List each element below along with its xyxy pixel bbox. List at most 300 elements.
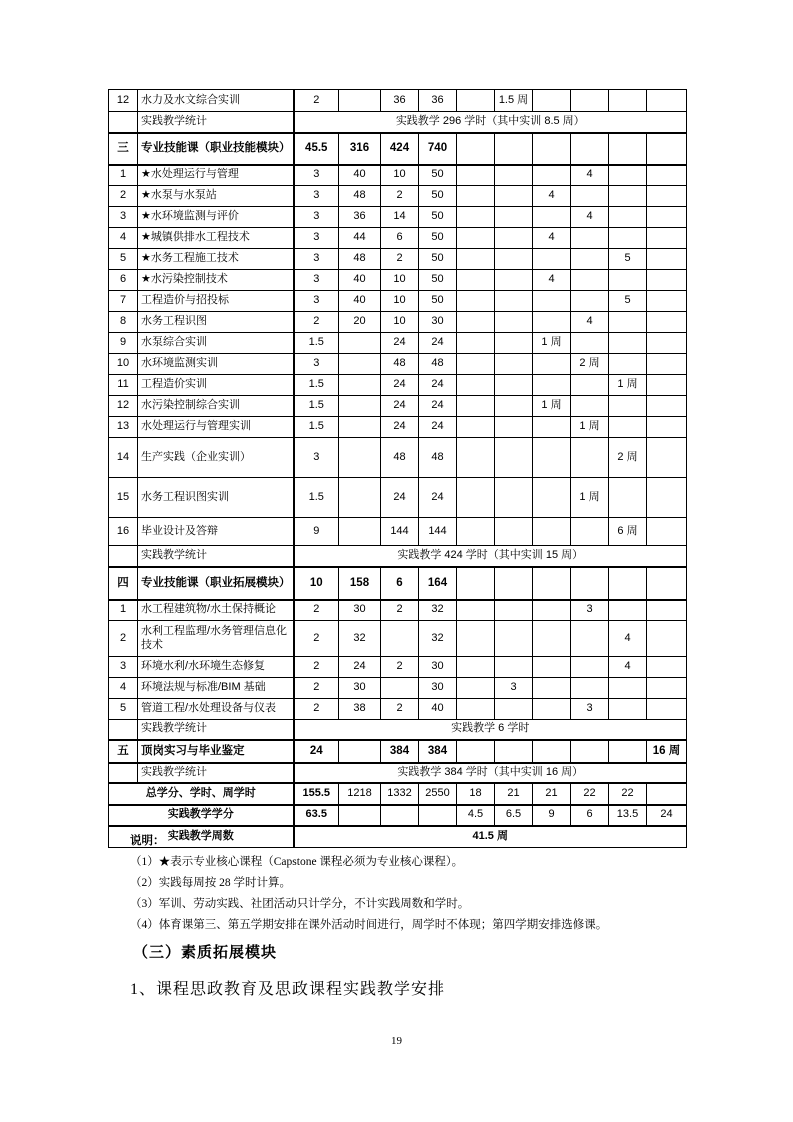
semester-6-cell: [647, 678, 687, 699]
semester-1-cell: [457, 354, 495, 375]
total-hours-cell: 24: [419, 375, 457, 396]
semester-5-cell: [609, 133, 647, 165]
semester-3-cell: 1 周: [533, 396, 571, 417]
credit-cell: 3: [294, 186, 339, 207]
semester-3-cell: 4: [533, 186, 571, 207]
semester-1-cell: [457, 417, 495, 438]
credit-cell: 1.5: [294, 417, 339, 438]
semester-1-cell: 4.5: [457, 805, 495, 826]
table-row: [109, 567, 687, 600]
course-name-cell: 水力及水文综合实训: [138, 90, 294, 112]
total-hours-cell: 50: [419, 291, 457, 312]
table-row: [109, 375, 687, 396]
semester-5-cell: [609, 354, 647, 375]
row-number-cell: 4: [109, 228, 138, 249]
total-hours-cell: 144: [419, 518, 457, 546]
total-hours-cell: 30: [419, 312, 457, 333]
practice-hours-cell: 2: [381, 699, 419, 720]
row-number-cell: 7: [109, 291, 138, 312]
total-hours-cell: 50: [419, 228, 457, 249]
summary-label-cell: 实践教学学分: [109, 805, 294, 826]
theory-hours-cell: [339, 375, 381, 396]
semester-5-cell: 5: [609, 291, 647, 312]
row-number-cell: 15: [109, 478, 138, 518]
semester-4-cell: [571, 270, 609, 291]
semester-6-cell: [647, 657, 687, 678]
table-row: [109, 112, 687, 133]
credit-cell: 3: [294, 270, 339, 291]
semester-2-cell: 1.5 周: [495, 90, 533, 112]
notes-title: 说明：: [130, 835, 165, 847]
practice-hours-cell: 384: [381, 740, 419, 763]
course-name-cell: 环境法规与标准/BIM 基础: [138, 678, 294, 699]
semester-6-cell: [647, 186, 687, 207]
semester-6-cell: [647, 333, 687, 354]
summary-label-cell: 实践教学周数: [109, 826, 294, 848]
semester-1-cell: [457, 312, 495, 333]
semester-3-cell: [533, 600, 571, 621]
semester-2-cell: [495, 291, 533, 312]
total-hours-cell: 24: [419, 396, 457, 417]
semester-3-cell: [533, 438, 571, 478]
semester-5-cell: [609, 478, 647, 518]
table-row: [109, 249, 687, 270]
semester-1-cell: [457, 270, 495, 291]
table-row: [109, 354, 687, 375]
row-number-cell: 3: [109, 207, 138, 228]
semester-2-cell: [495, 165, 533, 186]
semester-2-cell: [495, 133, 533, 165]
practice-hours-cell: [381, 621, 419, 657]
semester-2-cell: [495, 228, 533, 249]
practice-hours-cell: 36: [381, 90, 419, 112]
table-row: [109, 600, 687, 621]
semester-2-cell: [495, 518, 533, 546]
semester-3-cell: [533, 133, 571, 165]
semester-4-cell: 4: [571, 312, 609, 333]
note-line-1: （1）★表示专业核心课程（Capstone 课程必须为专业核心课程）。: [130, 856, 464, 868]
semester-3-cell: 4: [533, 228, 571, 249]
practice-hours-cell: 2: [381, 600, 419, 621]
semester-6-cell: [647, 249, 687, 270]
course-name-cell: 水环境监测实训: [138, 354, 294, 375]
row-number-cell: 3: [109, 657, 138, 678]
semester-5-cell: [609, 312, 647, 333]
semester-4-cell: 3: [571, 699, 609, 720]
stat-text-cell: 实践教学 384 学时（其中实训 16 周）: [294, 763, 687, 783]
semester-1-cell: [457, 740, 495, 763]
semester-1-cell: [457, 657, 495, 678]
semester-4-cell: 22: [571, 783, 609, 805]
credit-cell: 1.5: [294, 478, 339, 518]
semester-6-cell: [647, 621, 687, 657]
semester-1-cell: [457, 478, 495, 518]
semester-4-cell: [571, 186, 609, 207]
credit-cell: 2: [294, 621, 339, 657]
practice-hours-cell: 48: [381, 354, 419, 375]
practice-hours-cell: 24: [381, 375, 419, 396]
theory-hours-cell: 40: [339, 270, 381, 291]
total-hours-cell: 32: [419, 600, 457, 621]
total-hours-cell: 30: [419, 678, 457, 699]
theory-hours-cell: [339, 417, 381, 438]
theory-hours-cell: 48: [339, 186, 381, 207]
semester-6-cell: [647, 133, 687, 165]
course-name-cell: 顶岗实习与毕业鉴定: [138, 740, 294, 763]
semester-6-cell: [647, 291, 687, 312]
theory-hours-cell: [339, 518, 381, 546]
total-hours-cell: 48: [419, 438, 457, 478]
semester-4-cell: 4: [571, 207, 609, 228]
total-hours-cell: 24: [419, 417, 457, 438]
practice-hours-cell: 2: [381, 249, 419, 270]
credit-cell: 3: [294, 228, 339, 249]
semester-5-cell: [609, 207, 647, 228]
practice-hours-cell: 1332: [381, 783, 419, 805]
semester-4-cell: [571, 621, 609, 657]
semester-5-cell: 22: [609, 783, 647, 805]
theory-hours-cell: [339, 333, 381, 354]
course-name-cell: 水务工程识图实训: [138, 478, 294, 518]
total-hours-cell: 2550: [419, 783, 457, 805]
theory-hours-cell: 40: [339, 291, 381, 312]
theory-hours-cell: [339, 478, 381, 518]
semester-6-cell: [647, 478, 687, 518]
note-line-2: （2）实践每周按 28 学时计算。: [130, 877, 291, 889]
note-line-3: （3）军训、劳动实践、社团活动只计学分，不计实践周数和学时。: [130, 898, 470, 910]
semester-4-cell: [571, 90, 609, 112]
semester-5-cell: [609, 186, 647, 207]
row-number-cell: [109, 112, 138, 133]
credit-cell: 3: [294, 438, 339, 478]
row-number-cell: 12: [109, 90, 138, 112]
row-number-cell: [109, 763, 138, 783]
course-name-cell: ★水污染控制技术: [138, 270, 294, 291]
course-name-cell: 水工程建筑物/水土保持概论: [138, 600, 294, 621]
practice-hours-cell: 424: [381, 133, 419, 165]
table-row: [109, 783, 687, 805]
stat-text-cell: 实践教学 296 学时（其中实训 8.5 周）: [294, 112, 687, 133]
row-number-cell: 2: [109, 621, 138, 657]
semester-5-cell: [609, 228, 647, 249]
semester-5-cell: 6 周: [609, 518, 647, 546]
semester-4-cell: [571, 396, 609, 417]
notes-block: [130, 831, 690, 936]
credit-cell: 2: [294, 90, 339, 112]
table-row: [109, 438, 687, 478]
row-number-cell: 1: [109, 600, 138, 621]
row-number-cell: 5: [109, 699, 138, 720]
semester-1-cell: [457, 518, 495, 546]
theory-hours-cell: 30: [339, 600, 381, 621]
theory-hours-cell: 1218: [339, 783, 381, 805]
semester-6-cell: [647, 396, 687, 417]
stat-label-cell: 实践教学统计: [138, 546, 294, 567]
stat-label-cell: 实践教学统计: [138, 763, 294, 783]
semester-3-cell: [533, 621, 571, 657]
theory-hours-cell: [339, 740, 381, 763]
semester-3-cell: [533, 291, 571, 312]
table-row: [109, 740, 687, 763]
course-name-cell: 水处理运行与管理实训: [138, 417, 294, 438]
semester-4-cell: 1 周: [571, 417, 609, 438]
semester-3-cell: [533, 207, 571, 228]
semester-1-cell: [457, 567, 495, 600]
credit-cell: 2: [294, 657, 339, 678]
row-number-cell: 1: [109, 165, 138, 186]
semester-4-cell: [571, 333, 609, 354]
theory-hours-cell: 44: [339, 228, 381, 249]
practice-hours-cell: 2: [381, 186, 419, 207]
course-name-cell: 生产实践（企业实训）: [138, 438, 294, 478]
curriculum-table: [108, 89, 687, 848]
semester-4-cell: [571, 567, 609, 600]
stat-label-cell: 实践教学统计: [138, 720, 294, 740]
theory-hours-cell: 24: [339, 657, 381, 678]
semester-6-cell: [647, 312, 687, 333]
credit-cell: 2: [294, 699, 339, 720]
table-row: [109, 478, 687, 518]
course-name-cell: 水污染控制综合实训: [138, 396, 294, 417]
total-hours-cell: 48: [419, 354, 457, 375]
section-heading: （三）素质拓展模块: [133, 945, 278, 961]
row-number-cell: 11: [109, 375, 138, 396]
credit-cell: 3: [294, 207, 339, 228]
semester-6-cell: [647, 438, 687, 478]
semester-6-cell: [647, 567, 687, 600]
credit-cell: 3: [294, 291, 339, 312]
total-hours-cell: 30: [419, 657, 457, 678]
credit-cell: 155.5: [294, 783, 339, 805]
semester-3-cell: [533, 417, 571, 438]
total-hours-cell: 50: [419, 186, 457, 207]
semester-3-cell: [533, 165, 571, 186]
semester-3-cell: [533, 354, 571, 375]
credit-cell: 2: [294, 600, 339, 621]
semester-5-cell: [609, 678, 647, 699]
semester-5-cell: 5: [609, 249, 647, 270]
semester-1-cell: [457, 207, 495, 228]
semester-2-cell: [495, 621, 533, 657]
semester-5-cell: 4: [609, 657, 647, 678]
practice-hours-cell: [381, 805, 419, 826]
semester-3-cell: [533, 478, 571, 518]
semester-1-cell: [457, 90, 495, 112]
semester-2-cell: [495, 249, 533, 270]
total-hours-cell: 50: [419, 270, 457, 291]
table-row: [109, 417, 687, 438]
credit-cell: 3: [294, 165, 339, 186]
credit-cell: 1.5: [294, 375, 339, 396]
table-row: [109, 270, 687, 291]
total-hours-cell: 24: [419, 333, 457, 354]
semester-4-cell: 6: [571, 805, 609, 826]
total-hours-cell: 24: [419, 478, 457, 518]
table-row: [109, 396, 687, 417]
table-row: [109, 518, 687, 546]
credit-cell: 9: [294, 518, 339, 546]
semester-6-cell: [647, 90, 687, 112]
semester-5-cell: 2 周: [609, 438, 647, 478]
semester-3-cell: [533, 740, 571, 763]
practice-hours-cell: 24: [381, 478, 419, 518]
course-name-cell: 工程造价实训: [138, 375, 294, 396]
semester-1-cell: [457, 249, 495, 270]
semester-4-cell: 2 周: [571, 354, 609, 375]
semester-2-cell: [495, 567, 533, 600]
semester-1-cell: [457, 291, 495, 312]
total-hours-cell: 50: [419, 165, 457, 186]
course-name-cell: 专业技能课（职业技能模块）: [138, 133, 294, 165]
semester-1-cell: [457, 186, 495, 207]
table-row: [109, 186, 687, 207]
semester-3-cell: 9: [533, 805, 571, 826]
semester-1-cell: [457, 396, 495, 417]
semester-4-cell: [571, 678, 609, 699]
total-hours-cell: 384: [419, 740, 457, 763]
row-number-cell: 6: [109, 270, 138, 291]
practice-hours-cell: 10: [381, 312, 419, 333]
credit-cell: 1.5: [294, 333, 339, 354]
semester-2-cell: [495, 186, 533, 207]
practice-hours-cell: 14: [381, 207, 419, 228]
practice-hours-cell: 24: [381, 333, 419, 354]
row-number-cell: 五: [109, 740, 138, 763]
credit-cell: 2: [294, 312, 339, 333]
semester-5-cell: 4: [609, 621, 647, 657]
practice-hours-cell: 6: [381, 567, 419, 600]
row-number-cell: 四: [109, 567, 138, 600]
row-number-cell: 三: [109, 133, 138, 165]
semester-4-cell: [571, 249, 609, 270]
semester-2-cell: 6.5: [495, 805, 533, 826]
theory-hours-cell: 38: [339, 699, 381, 720]
semester-5-cell: 13.5: [609, 805, 647, 826]
semester-3-cell: 21: [533, 783, 571, 805]
row-number-cell: [109, 546, 138, 567]
semester-3-cell: [533, 312, 571, 333]
table-row: [109, 291, 687, 312]
course-name-cell: 水利工程监理/水务管理信息化技术: [138, 621, 294, 657]
semester-6-cell: [647, 270, 687, 291]
semester-1-cell: [457, 165, 495, 186]
summary-label-cell: 总学分、学时、周学时: [109, 783, 294, 805]
credit-cell: 1.5: [294, 396, 339, 417]
semester-5-cell: 1 周: [609, 375, 647, 396]
semester-2-cell: [495, 333, 533, 354]
theory-hours-cell: [339, 90, 381, 112]
semester-2-cell: [495, 396, 533, 417]
total-hours-cell: 740: [419, 133, 457, 165]
semester-2-cell: [495, 657, 533, 678]
semester-1-cell: [457, 375, 495, 396]
semester-1-cell: [457, 678, 495, 699]
semester-3-cell: [533, 567, 571, 600]
semester-3-cell: [533, 678, 571, 699]
semester-2-cell: [495, 354, 533, 375]
semester-6-cell: 16 周: [647, 740, 687, 763]
practice-hours-cell: 24: [381, 417, 419, 438]
stat-label-cell: 实践教学统计: [138, 112, 294, 133]
semester-6-cell: [647, 417, 687, 438]
row-number-cell: 13: [109, 417, 138, 438]
semester-2-cell: [495, 417, 533, 438]
credit-cell: 2: [294, 678, 339, 699]
theory-hours-cell: [339, 396, 381, 417]
credit-cell: 63.5: [294, 805, 339, 826]
theory-hours-cell: [339, 438, 381, 478]
total-hours-cell: 40: [419, 699, 457, 720]
course-name-cell: 水务工程识图: [138, 312, 294, 333]
theory-hours-cell: 316: [339, 133, 381, 165]
semester-5-cell: [609, 740, 647, 763]
semester-2-cell: 3: [495, 678, 533, 699]
row-number-cell: 9: [109, 333, 138, 354]
semester-2-cell: [495, 375, 533, 396]
semester-2-cell: [495, 207, 533, 228]
semester-3-cell: [533, 699, 571, 720]
semester-1-cell: [457, 600, 495, 621]
row-number-cell: 14: [109, 438, 138, 478]
semester-1-cell: [457, 333, 495, 354]
semester-6-cell: [647, 699, 687, 720]
semester-3-cell: [533, 90, 571, 112]
semester-3-cell: 4: [533, 270, 571, 291]
table-row: [109, 546, 687, 567]
total-hours-cell: 50: [419, 207, 457, 228]
semester-2-cell: [495, 600, 533, 621]
semester-6-cell: [647, 600, 687, 621]
semester-6-cell: [647, 228, 687, 249]
total-hours-cell: 164: [419, 567, 457, 600]
theory-hours-cell: 158: [339, 567, 381, 600]
course-name-cell: ★水环境监测与评价: [138, 207, 294, 228]
semester-5-cell: [609, 333, 647, 354]
theory-hours-cell: [339, 354, 381, 375]
semester-4-cell: [571, 291, 609, 312]
row-number-cell: 2: [109, 186, 138, 207]
practice-hours-cell: 10: [381, 165, 419, 186]
practice-hours-cell: 144: [381, 518, 419, 546]
practice-hours-cell: 10: [381, 291, 419, 312]
semester-1-cell: [457, 699, 495, 720]
course-name-cell: ★水务工程施工技术: [138, 249, 294, 270]
practice-hours-cell: 48: [381, 438, 419, 478]
course-name-cell: ★水泵与水泵站: [138, 186, 294, 207]
credit-cell: 3: [294, 249, 339, 270]
semester-3-cell: [533, 657, 571, 678]
row-number-cell: 12: [109, 396, 138, 417]
semester-4-cell: [571, 133, 609, 165]
table-row: [109, 678, 687, 699]
semester-5-cell: [609, 270, 647, 291]
semester-4-cell: [571, 657, 609, 678]
course-name-cell: 专业技能课（职业拓展模块）: [138, 567, 294, 600]
stat-text-cell: 实践教学 6 学时: [294, 720, 687, 740]
semester-4-cell: [571, 740, 609, 763]
semester-2-cell: [495, 438, 533, 478]
semester-6-cell: 24: [647, 805, 687, 826]
semester-3-cell: [533, 518, 571, 546]
semester-4-cell: [571, 375, 609, 396]
credit-cell: 10: [294, 567, 339, 600]
semester-1-cell: [457, 621, 495, 657]
row-number-cell: 10: [109, 354, 138, 375]
credit-cell: 3: [294, 354, 339, 375]
semester-5-cell: [609, 165, 647, 186]
semester-6-cell: [647, 354, 687, 375]
semester-5-cell: [609, 699, 647, 720]
